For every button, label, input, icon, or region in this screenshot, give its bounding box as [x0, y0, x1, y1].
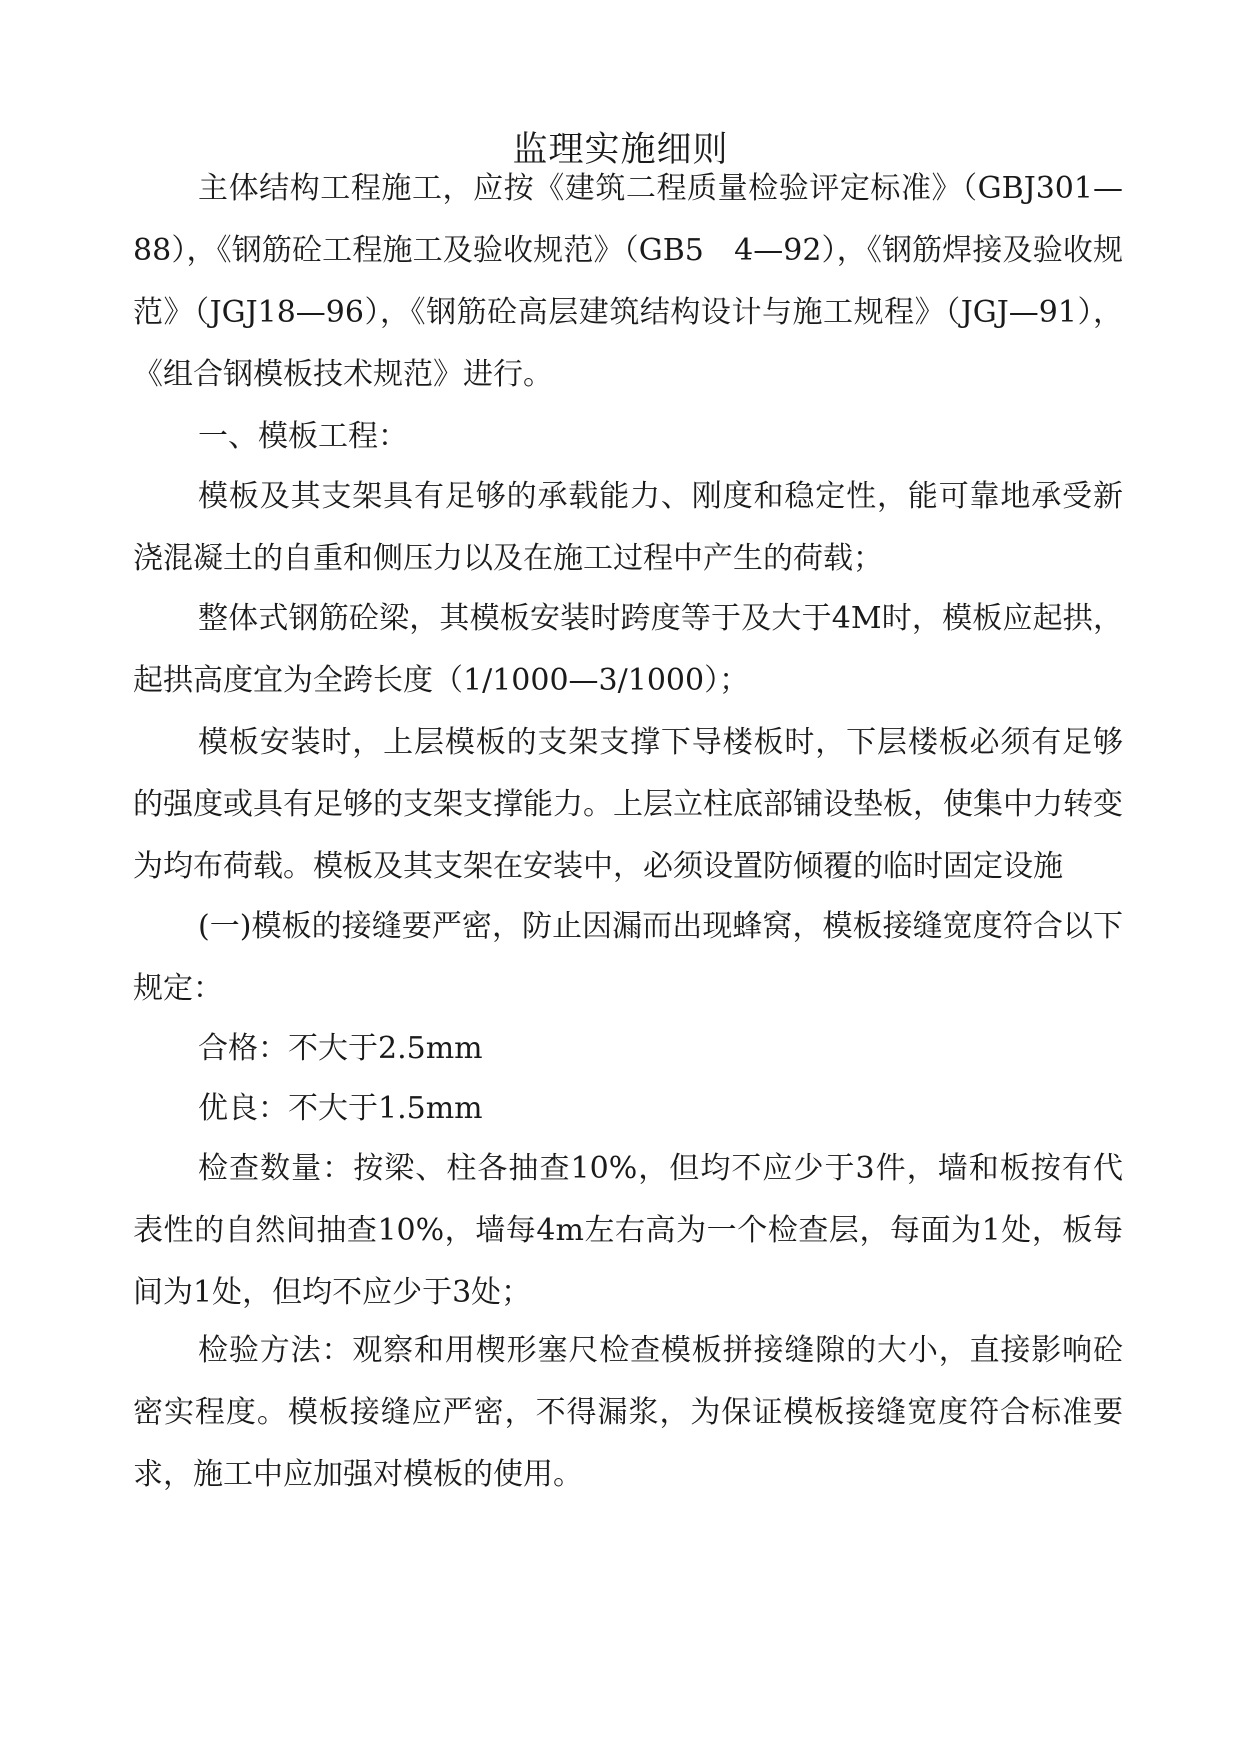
paragraph-intro: 主体结构工程施工，应按《建筑二程质量检验评定标准》（GBJ301—88），《钢筋砼工程施工及验收规范》（GB5 4—92），《钢筋焊接及验收规范》（JGJ18—96），《钢筋砼高层建筑结构设计与施工规程》（JGJ—91），《组合钢模板技术规范》进行。 — [133, 171, 1123, 392]
paragraph-qualified: 合格：不大于2.5mm — [198, 1031, 483, 1066]
paragraph-formwork-capacity: 模板及其支架具有足够的承载能力、刚度和稳定性，能可靠地承受新浇混凝土的自重和侧压力以及在施工过程中产生的荷载； — [133, 479, 1123, 576]
paragraph-joint-requirements: (一)模板的接缝要严密，防止因漏而出现蜂窝，模板接缝宽度符合以下规定： — [133, 909, 1123, 1006]
paragraph-section-heading: 一、模板工程： — [198, 419, 408, 454]
paragraph-inspection-quantity: 检查数量：按梁、柱各抽查10%，但均不应少于3件，墙和板按有代表性的自然间抽查10%，墙每4m左右高为一个检查层，每面为1处，板每间为1处，但均不应少于3处； — [133, 1151, 1123, 1310]
paragraph-arching: 整体式钢筋砼梁，其模板安装时跨度等于及大于4M时，模板应起拱，起拱高度宜为全跨长度（1/1000—3/1000）； — [133, 601, 1123, 698]
paragraph-excellent: 优良：不大于1.5mm — [198, 1091, 483, 1126]
page-title: 监理实施细则 — [512, 130, 729, 170]
paragraph-installation: 模板安装时，上层模板的支架支撑下导楼板时，下层楼板必须有足够的强度或具有足够的支架支撑能力。上层立柱底部铺设垫板，使集中力转变为均布荷载。模板及其支架在安装中，必须设置防倾覆的临时固定设施 — [133, 725, 1123, 884]
paragraph-inspection-method: 检验方法：观察和用楔形塞尺检查模板拼接缝隙的大小，直接影响砼密实程度。模板接缝应严密，不得漏浆，为保证模板接缝宽度符合标准要求，施工中应加强对模板的使用。 — [133, 1333, 1123, 1492]
